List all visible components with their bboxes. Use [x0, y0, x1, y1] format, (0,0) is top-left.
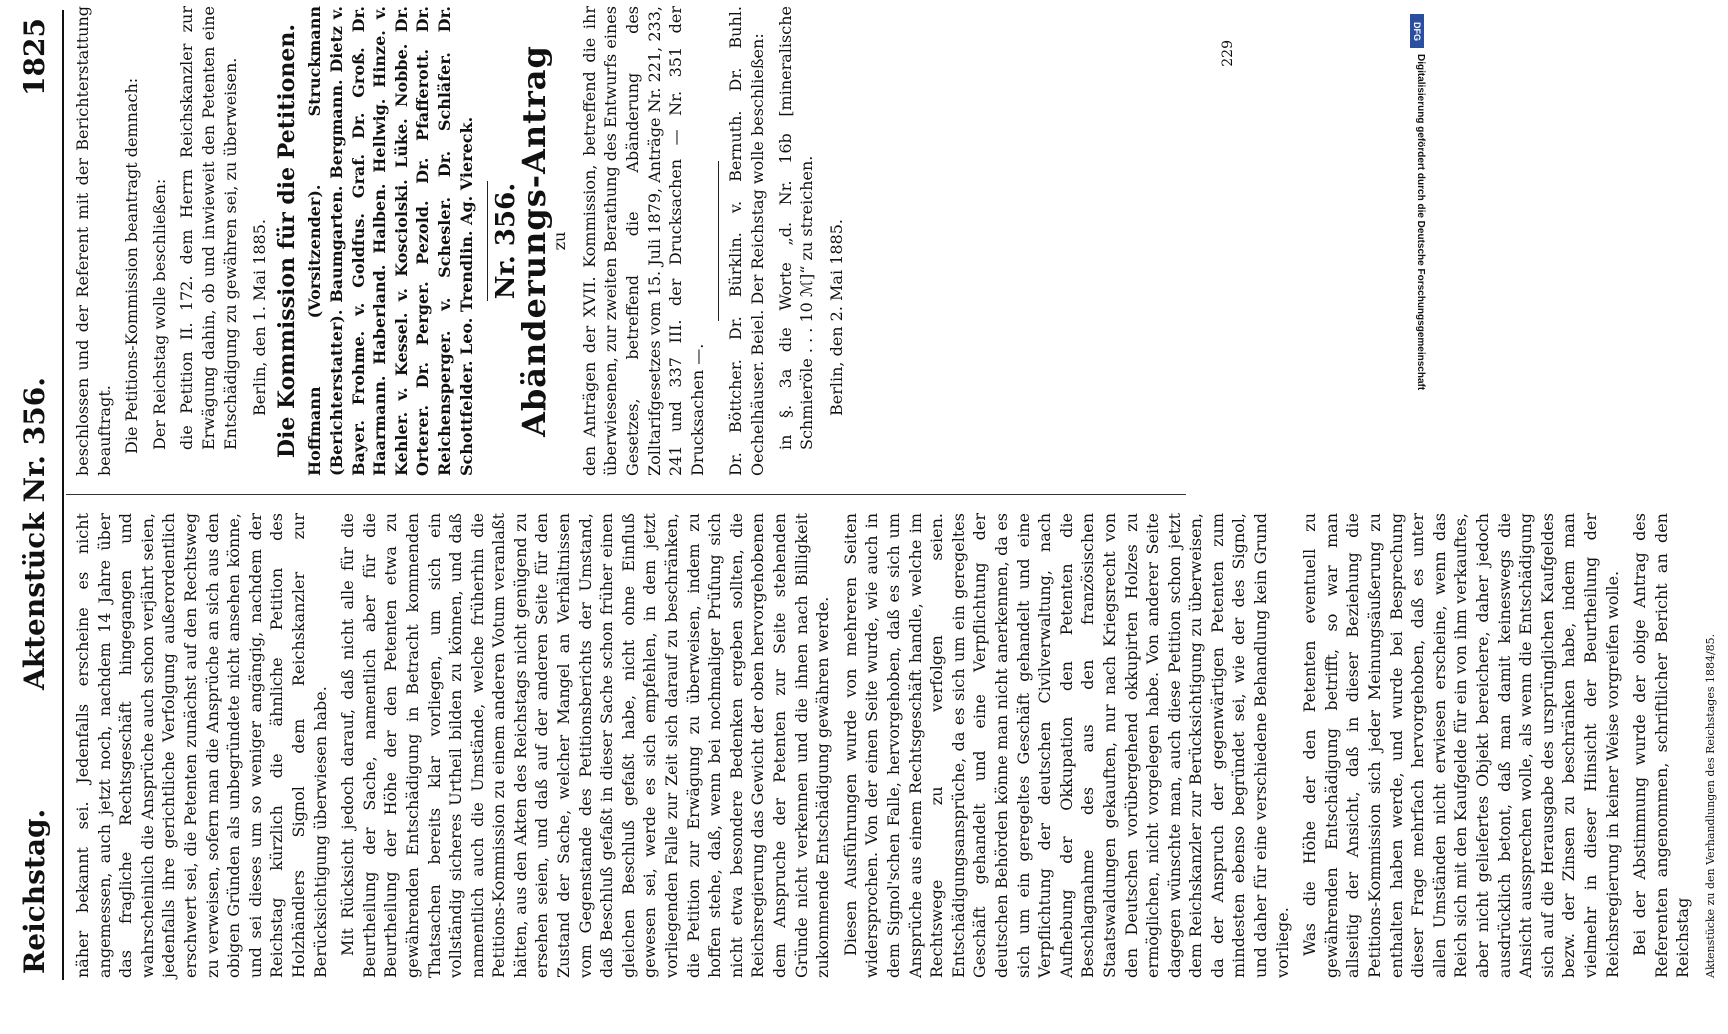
date-line-1: Berlin, den 1. Mai 1885.	[250, 219, 270, 416]
separator-rule	[487, 181, 488, 301]
right-paragraph-7: in §. 3a die Worte „d. Nr. 16b [mineralische Schmieröle . . . 10 ℳ]“ zu streichen.	[775, 6, 817, 450]
left-footer-note: Aktenstücke zu den Verhandlungen des Reichstages 1884/85.	[1703, 633, 1717, 978]
left-paragraph-3: Diesen Ausführungen wurde von mehreren Seiten widersprochen. Von der einen Seite wurde, wie auch in dem Signol'schen Falle, hervorgehoben, daß es sich um Ansprüche aus einem Rechtsgeschäft handle, welche im Rechtswege zu verfolgen seien. Entschädigungsansprüche, da es sich um ein geregeltes Geschäft gehandelt und eine Verpflichtung der deutschen Behörden könne man nicht anerkennen, da es sich um ein geregeltes Geschäft gehandelt und eine Verpflichtung der deutschen Civilverwaltung, nach Aufhebung der Okkupation den Petenten die Beschlagnahme des aus den französischen Staatswaldungen gekauften, nur nach Kriegsrecht von den Deutschen vorübergehend okkupirten Holzes zu ermöglichen, nicht vorgelegen habe. Von anderer Seite dagegen wünschte man, auch diese Petition schon jetzt dem Reichskanzler zur Berücksichtigung zu überweisen, da der Anspruch der gegenwärtigen Petenten zum mindesten ebenso begründet sei, wie der des Signol, und daher für eine verschiedene Behandlung kein Grund vorliege.	[840, 513, 1292, 978]
separator-rule-2	[718, 161, 719, 321]
dfg-logo: DFG	[1410, 14, 1424, 48]
page-header	[18, 0, 58, 1000]
right-paragraph-4: die Petition II. 172. dem Herrn Reichskanzler zur Erwägung dahin, ob und inwieweit den Petenten eine Entschädigung zu gewähren sei, zu überweisen.	[177, 6, 240, 450]
dfg-credit-text: Digitalisierung gefördert durch die Deutsche Forschungsgemeinschaft	[1415, 54, 1426, 391]
column-divider	[66, 494, 1186, 495]
commission-heading: Die Kommission für die Petitionen.	[273, 23, 300, 459]
title-zu: zu	[550, 231, 570, 251]
date-line-2: Berlin, den 2. Mai 1885.	[826, 219, 846, 416]
dfg-credit-strip	[1408, 14, 1428, 994]
left-paragraph-2: Mit Rücksicht jedoch darauf, daß nicht alle für die Beurtheilung der Sache, namentlich aber für die Beurtheilung der Höhe der den Petenten etwa zu gewährenden Entschädigung in Betracht kommenden Thatsachen bereits klar vorliegen, um sich ein vollständig sicheres Urtheil bilden zu können, und daß namentlich auch die Umstände, welche früherhin die Petitions-Kommission zu einem anderen Votum veranlaßt hätten, aus den Akten des Reichstags nicht genügend zu ersehen seien, und daß auf der anderen Seite für den Zustand der Sache, welcher Mangel an Verhältnissen vom Gegenstande des Petitionsberichts der Umstand, daß Beschluß gefaßt in dieser Sache schon früher einen gleichen Beschluß gefaßt habe, nicht ohne Einfluß gewesen sei, werde es sich empfehlen, in dem jetzt vorliegenden Falle zur Zeit sich darauf zu beschränken, die Petition zur Erwägung zu überweisen, indem zu hoffen stehe, daß, wenn bei nochmaliger Prüfung sich nicht etwa besondere Bedenken ergeben sollten, die Reichsregierung das Gewicht der oben hervorgehobenen dem Anspruche der Petenten zur Seite stehenden Gründe nicht verkennen und die ihnen nach Billigkeit zukommende Entschädigung gewähren werde.	[338, 513, 833, 978]
header-rule	[62, 10, 64, 980]
left-column	[72, 513, 1728, 978]
left-paragraph-5: Bei der Abstimmung wurde der obige Antrag des Referenten angenommen, schriftlicher Bericht an den Reichstag	[1630, 513, 1693, 978]
document-title: Abänderungs-Antrag	[514, 45, 553, 437]
page-number: 229	[1220, 40, 1236, 67]
document-number: Nr. 356.	[491, 182, 522, 300]
right-column	[72, 6, 853, 476]
right-paragraph-2: Die Petitions-Kommission beantragt demnach:	[122, 77, 142, 454]
right-paragraph-6: Dr. Böttcher. Dr. Bürklin. v. Bernuth. Dr. Buhl. Oechelhäuser. Beiel. Der Reichstag wolle beschließen:	[726, 6, 768, 476]
left-paragraph-4: Was die Höhe der den Petenten eventuell zu gewährenden Entschädigung betrifft, so war man allseitig der Ansicht, daß in dieser Beziehung die Petitions-Kommission sich jeder Meinungsäußerung zu enthalten haben werde, und wurde bei Besprechung dieser Frage mehrfach hervorgehoben, daß es unter allen Umständen nicht erwiesen erscheine, wenn das Reich sich mit den Kaufgelde für ein von ihm verkauftes, aber nicht geliefertes Objekt bereichere, daher jedoch ausdrücklich betont, daß man damit keineswegs die Ansicht aussprechen wolle, als wenn die Entschädigung sich auf die Herausgabe des ursprünglichen Kaufgeldes bezw. der Zinsen zu beschränken habe, indem man vielmehr in dieser Hinsicht der Beurtheilung der Reichsregierung in keiner Weise vorgreifen wolle.	[1300, 513, 1622, 978]
left-paragraph-1: näher bekannt sei. Jedenfalls erscheine es nicht angemessen, auch jetzt noch, nachdem 14 Jahre über das fragliche Rechtsgeschäft hingegangen und wahrscheinlich die Ansprüche auch schon verjährt seien, jedenfalls ihre gerichtliche Verfolgung außerordentlich erschwert sei, die Petenten zunächst auf den Rechtsweg zu verweisen, sofern man die Ansprüche an sich aus den obigen Gründen als unbegründete nicht ansehen könne, und sei dieses um so weniger angängig, nachdem der Reichstag kürzlich die ähnliche Petition des Holzhändlers Signol dem Reichskanzler zur Berücksichtigung überwiesen habe.	[73, 513, 330, 978]
right-paragraph-3: Der Reichstag wolle beschließen:	[149, 178, 169, 450]
header-center: Aktenstück Nr. 356.	[18, 377, 51, 690]
right-paragraph-1: beschlossen und der Referent mit der Berichterstattung beauftragt.	[73, 6, 114, 476]
header-left: Reichstag.	[18, 808, 51, 974]
header-page-number: 1825	[18, 18, 51, 96]
commission-members: Hoffmann (Vorsitzender). Struckmann (Berichterstatter). Baumgarten. Bergmann. Dietz v. Bayer. Frohme. v. Goldfus. Graf. Dr. Groß. Dr. Haarmann. Haberland. Halben. Hellwig. Hinze. v. Kehler. v. Kessel. v. Kosciolski. Lüke. Nobbe. Dr. Orterer. Dr. Perger. Pezold. Dr. Pfafferott. Dr. Reichensperger. v. Schesler. Dr. Schläfer. Dr. Schottfelder. Leo. Trendlin. Ag. Viereck.	[305, 6, 476, 476]
right-paragraph-5: den Anträgen der XVII. Kommission, betreffend die ihr überwiesenen, zur zweiten Berathung des Entwurfs eines Gesetzes, betreffend die Abänderung des Zolltarifgesetzes vom 15. Juli 1879, Anträge Nr. 221, 233, 241 und 337 III. der Drucksachen — Nr. 351 der Drucksachen —.	[579, 6, 707, 476]
